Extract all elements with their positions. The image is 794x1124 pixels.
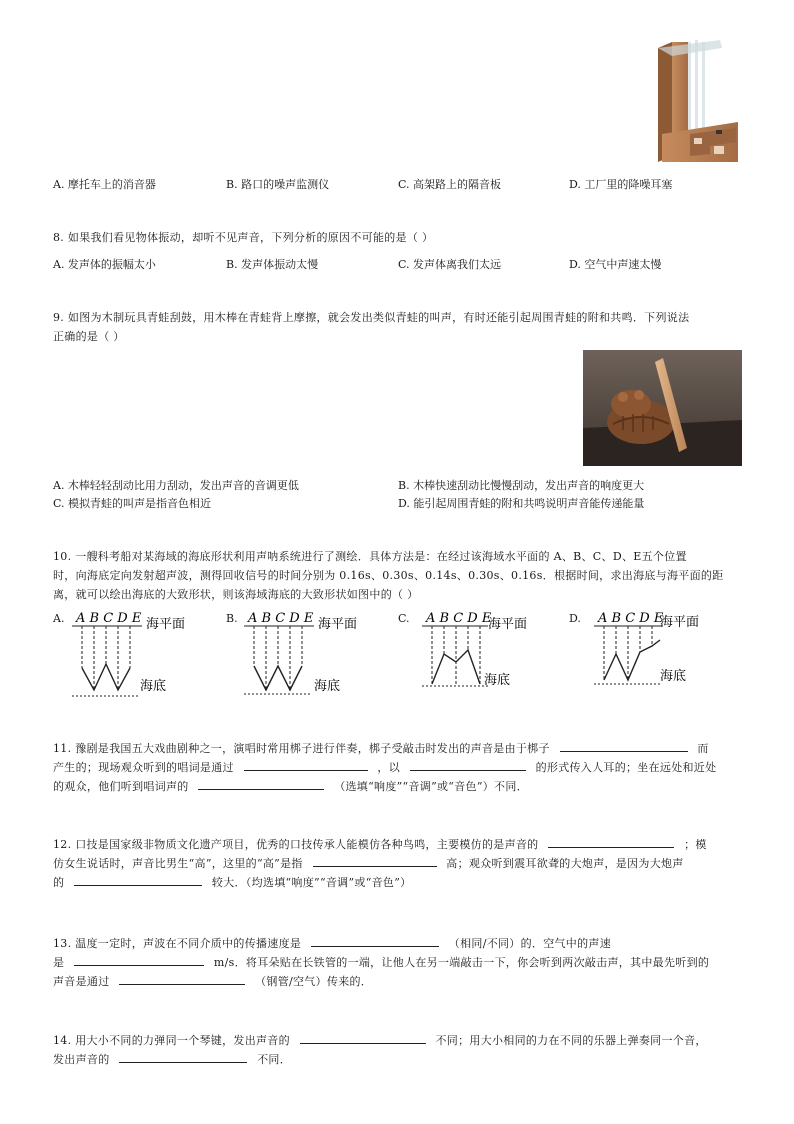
q7-option-c: C. 高架路上的隔音板: [398, 178, 502, 191]
q10-stem-line2: 时，向海底定向发射超声波，测得回收信号的时间分别为 0.16s、0.30s、0.14s、0.30s、0.16s．根据时间，求出海底与海平面的距: [53, 569, 724, 582]
q10-diagram-d: [590, 606, 730, 690]
q10-c-sea-level: 海平面: [488, 617, 528, 632]
q11-blank-2[interactable]: [244, 759, 368, 771]
q11-text-1a: 11. 豫剧是我国五大戏曲剧种之一，演唱时常用梆子进行伴奏，梆子受敲击时发出的声音是由于梆子: [53, 742, 550, 755]
q14-text-2b: 不同．: [257, 1053, 291, 1066]
q12-text-3b: 较大．（均选填“响度”“音调”或“音色”）: [211, 876, 412, 889]
q12-line3: [53, 874, 411, 890]
q14-text-1b: 不同；用大小相同的力在不同的乐器上弹奏同一个音，: [435, 1034, 707, 1047]
q13-text-2b: m/s．将耳朵贴在长铁管的一端，让他人在另一端敲击一下，你会听到两次敲击声，其中最先听到的: [213, 956, 710, 969]
q10-d-sea-floor: 海底: [660, 669, 687, 684]
q10-option-d-letter: D.: [569, 612, 581, 625]
q10-b-sea-level: 海平面: [318, 617, 358, 632]
q8-stem: 8. 如果我们看见物体振动，却听不见声音，下列分析的原因不可能的是（ ）: [53, 231, 434, 244]
q13-text-1a: 13. 温度一定时，声波在不同介质中的传播速度是: [53, 937, 302, 950]
q10-a-sea-floor: 海底: [140, 679, 167, 694]
q7-option-d: D. 工厂里的降噪耳塞: [569, 178, 673, 191]
q8-option-b: B. 发声体振动太慢: [226, 258, 319, 271]
q13-text-3a: 声音是通过: [53, 975, 110, 988]
q14-blank-1[interactable]: [300, 1032, 426, 1044]
q10-diagram-b: [240, 606, 370, 702]
q10-diagram-c: [418, 606, 548, 692]
q11-blank-4[interactable]: [198, 778, 324, 790]
q10-b-sea-floor: 海底: [314, 679, 341, 694]
q10-a-points: A B C D E: [76, 611, 142, 626]
q8-option-a: A. 发声体的振幅太小: [53, 258, 156, 271]
wooden-frog-image: [583, 350, 742, 466]
q13-blank-2[interactable]: [74, 954, 204, 966]
q10-option-a-letter: A.: [53, 612, 65, 625]
q7-option-b: B. 路口的噪声监测仪: [226, 178, 330, 191]
q10-c-points: A B C D E: [426, 611, 492, 626]
q9-option-a: A. 木棒轻轻刮动比用力刮动，发出声音的音调更低: [53, 479, 299, 492]
q13-text-2a: 是: [53, 956, 65, 969]
q12-blank-1[interactable]: [548, 836, 674, 848]
q12-text-3a: 的: [53, 876, 65, 889]
q11-text-3a: 的观众，他们听到唱词声的: [53, 780, 189, 793]
q10-option-c-letter: C.: [398, 612, 410, 625]
q14-text-2a: 发出声音的: [53, 1053, 110, 1066]
q11-text-2b: ，以: [377, 761, 401, 774]
q9-option-c: C. 模拟青蛙的叫声是指音色相近: [53, 497, 212, 510]
q10-diagram-a: [68, 606, 198, 702]
q11-line3: [53, 778, 528, 794]
q13-blank-3[interactable]: [119, 973, 245, 985]
q10-c-sea-floor: 海底: [484, 673, 511, 688]
q12-blank-3[interactable]: [74, 874, 202, 886]
q11-line1: [53, 740, 709, 756]
q14-text-1a: 14. 用大小不同的力弹同一个琴键，发出声音的: [53, 1034, 290, 1047]
q13-blank-1[interactable]: [311, 935, 439, 947]
q10-b-points: A B C D E: [248, 611, 314, 626]
q8-option-c: C. 发声体离我们太远: [398, 258, 502, 271]
q12-line1: [53, 836, 707, 852]
window-frame-image: [650, 38, 740, 163]
q11-text-1b: 而: [697, 742, 709, 755]
q10-d-sea-level: 海平面: [660, 615, 700, 630]
q9-stem-line1: 9. 如图为木制玩具青蛙刮鼓，用木棒在青蛙背上摩擦，就会发出类似青蛙的叫声，有时还能引起周围青蛙的附和共鸣．下列说法: [53, 311, 690, 324]
q12-text-1a: 12. 口技是国家级非物质文化遗产项目，优秀的口技传承人能模仿各种鸟鸣，主要模仿的是声音的: [53, 838, 539, 851]
q12-blank-2[interactable]: [313, 855, 437, 867]
q12-text-2a: 仿女生说话时，声音比男生“高”，这里的“高”是指: [53, 857, 303, 870]
q12-text-1b: ；模: [684, 838, 707, 851]
q13-line1: [53, 935, 611, 951]
q10-stem-line1: 10. 一艘科考船对某海域的海底形状利用声呐系统进行了测绘．具体方法是：在经过该海域水平面的 A、B、C、D、E五个位置: [53, 550, 687, 563]
q11-text-3b: （选填“响度”“音调”或“音色”）不同．: [334, 780, 528, 793]
q11-blank-1[interactable]: [560, 740, 688, 752]
q8-option-d: D. 空气中声速太慢: [569, 258, 662, 271]
q11-blank-3[interactable]: [410, 759, 526, 771]
q13-text-1b: （相同/不同）的．空气中的声速: [448, 937, 612, 950]
q11-text-2c: 的形式传入人耳的；坐在远处和近处: [535, 761, 717, 774]
q10-d-points: A B C D E: [598, 611, 664, 626]
q7-option-a: A. 摩托车上的消音器: [53, 178, 156, 191]
q9-option-d: D. 能引起周围青蛙的附和共鸣说明声音能传递能量: [398, 497, 645, 510]
q14-blank-2[interactable]: [119, 1051, 247, 1063]
q10-a-sea-level: 海平面: [146, 617, 186, 632]
q11-text-2a: 产生的；现场观众听到的唱词是通过: [53, 761, 234, 774]
q14-line1: [53, 1032, 707, 1048]
q14-line2: [53, 1051, 291, 1067]
q11-line2: [53, 759, 716, 775]
q13-text-3b: （钢管/空气）传来的．: [255, 975, 373, 988]
q9-option-b: B. 木棒快速刮动比慢慢刮动，发出声音的响度更大: [398, 479, 645, 492]
q10-stem-line3: 离，就可以绘出海底的大致形状，则该海域海底的大致形状如图中的（ ）: [53, 588, 419, 601]
q12-line2: [53, 855, 684, 871]
q9-stem-line2: 正确的是（ ）: [53, 330, 125, 343]
q12-text-2b: 高；观众听到震耳欲聋的大炮声，是因为大炮声: [446, 857, 684, 870]
q13-line2: [53, 954, 709, 970]
q10-option-b-letter: B.: [226, 612, 238, 625]
q13-line3: [53, 973, 372, 989]
